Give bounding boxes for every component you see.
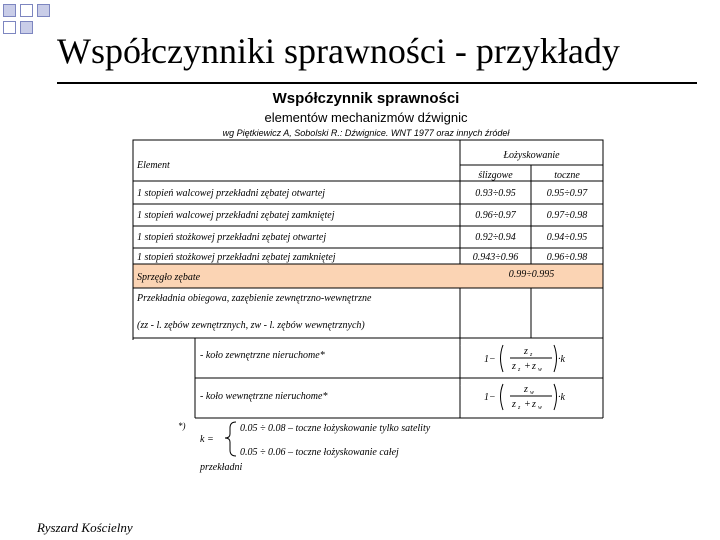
svg-text:z: z [518,405,521,411]
coupling-element: Sprzęgło zębate [137,272,201,283]
svg-text:·k: ·k [558,392,565,403]
k-label: k = [200,434,214,445]
col-sliding-header: ślizgowe [478,170,513,181]
brace [225,422,236,456]
svg-text:w: w [538,405,543,411]
table-row-rolling: 0.95÷0.97 [546,188,588,199]
svg-text:w: w [530,390,535,396]
table-row-element: 1 stopień stożkowej przekładni zębatej zamkniętej [137,252,336,263]
k-option-2-cont: przekładni [200,462,243,473]
svg-text:+: + [524,361,531,372]
table-row-element: 1 stopień walcowej przekładni zębatej zamkniętej [137,210,335,221]
slide-title: Współczynniki sprawności - przykłady [57,31,620,71]
svg-text:·k: ·k [558,354,565,365]
planetary-note: (zz - l. zębów zewnętrznych, zw - l. zębów wewnętrznych) [137,320,365,331]
svg-text:z: z [524,346,528,357]
planetary-title: Przekładnia obiegowa, zazębienie zewnętrzno-wewnętrzne [137,293,372,304]
fixed-inner-label: - koło wewnętrzne nieruchome* [200,391,328,402]
col-bearing-header: Łożyskowanie [503,150,560,161]
table-row-sliding: 0.92÷0.94 [475,232,516,243]
k-option-2: 0.05 ÷ 0.06 – toczne łożyskowanie całej [240,447,399,458]
footnote-marker: *) [178,421,186,431]
table-row-element: 1 stopień stożkowej przekładni zębatej otwartej [137,232,327,243]
svg-text:1−: 1− [484,392,496,403]
formula-outer-fixed [484,345,566,373]
col-rolling-header: toczne [554,170,580,181]
svg-text:z: z [532,399,536,410]
svg-text:+: + [524,399,531,410]
formula-outer-text [460,341,461,353]
table-subtitle: elementów mechanizmów dźwignic [264,110,468,125]
k-option-1: 0.05 ÷ 0.08 – toczne łożyskowanie tylko satelity [240,423,431,434]
table-title: Współczynnik sprawności [272,90,460,107]
table-row-rolling: 0.97÷0.98 [546,210,588,221]
svg-text:z: z [512,399,516,410]
svg-text:z: z [524,384,528,395]
table-row-sliding: 0.943÷0.96 [472,252,519,263]
author-name: Ryszard Kościelny [37,520,133,535]
fixed-outer-label: - koło zewnętrzne nieruchome* [200,350,325,361]
svg-text:z: z [532,361,536,372]
table-row-sliding: 0.93÷0.95 [475,188,516,199]
coupling-value: 0.99÷0.995 [508,269,555,280]
svg-text:w: w [538,367,543,373]
svg-text:z: z [512,361,516,372]
table-source: wg Piętkiewicz A, Sobolski R.: Dźwignice. WNT 1977 oraz innych źródeł [222,128,510,138]
svg-text:z: z [518,367,521,373]
formula-inner-text [460,381,461,393]
col-element-header: Element [137,160,170,171]
svg-text:z: z [530,352,533,358]
formula-inner-fixed [484,384,566,411]
table-row-rolling: 0.94÷0.95 [546,232,588,243]
table-row-element: 1 stopień walcowej przekładni zębatej otwartej [137,188,326,199]
table-row-rolling: 0.96÷0.98 [546,252,588,263]
table-row-sliding: 0.96÷0.97 [475,210,516,221]
svg-text:1−: 1− [484,354,496,365]
